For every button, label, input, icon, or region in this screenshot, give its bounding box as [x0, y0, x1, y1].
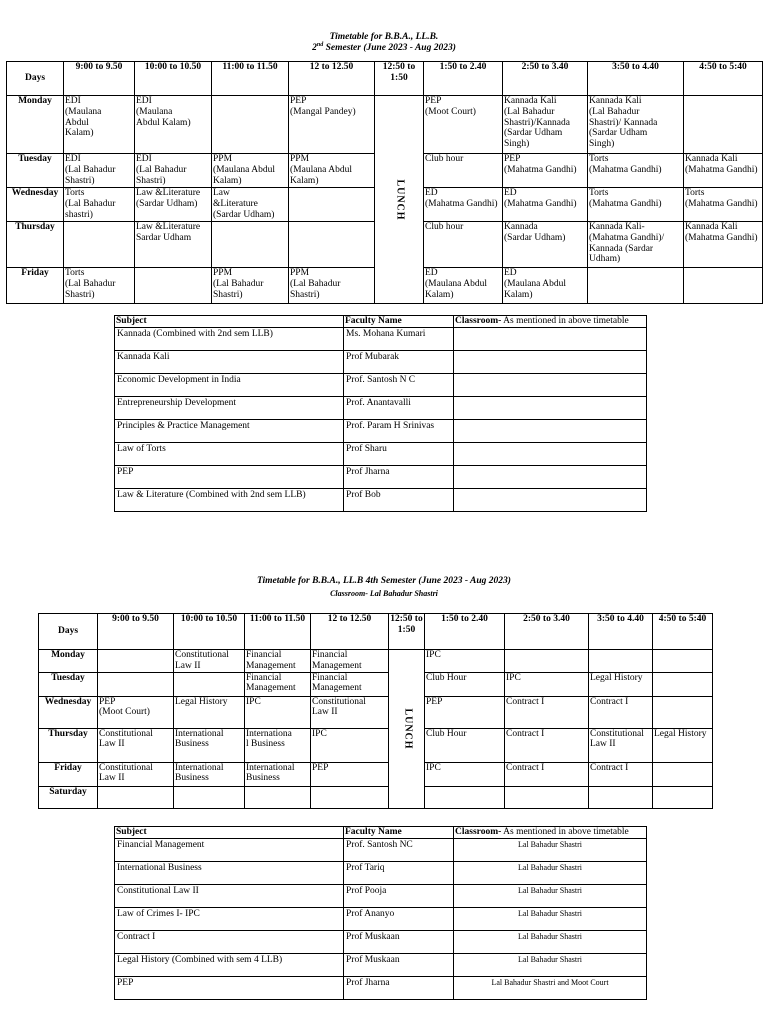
classroom-cell	[454, 327, 647, 350]
faculty-row	[115, 884, 647, 907]
timetable-cell	[98, 672, 174, 696]
column-header: 2:50 to 3.40	[503, 62, 588, 96]
column-header: 1:50 to 2.40	[424, 62, 503, 96]
timetable-cell	[589, 786, 653, 808]
timetable-cell: Legal History	[174, 696, 245, 728]
day-label: Saturday	[39, 786, 98, 808]
timetable-cell: Contract I	[505, 728, 589, 762]
timetable-cell: Internationa l Business	[245, 728, 311, 762]
timetable-cell: ED (Maulana Abdul Kalam)	[424, 268, 503, 304]
timetable-cell: EDI (Lal Bahadur Shastri)	[135, 154, 212, 188]
timetable-cell: International Business	[174, 762, 245, 786]
timetable-row	[39, 762, 713, 786]
column-header: 4:50 to 5:40	[653, 614, 713, 650]
timetable-cell	[653, 672, 713, 696]
timetable-cell: PEP (Moot Court)	[98, 696, 174, 728]
timetable-cell: PPM (Maulana Abdul Kalam)	[212, 154, 289, 188]
timetable-cell: PEP (Mahatma Gandhi)	[503, 154, 588, 188]
day-label: Friday	[7, 268, 64, 304]
subject-cell: Constitutional Law II	[115, 884, 344, 907]
subject-header: Subject	[115, 827, 344, 839]
column-header: 12 to 12.50	[289, 62, 375, 96]
timetable-cell	[653, 696, 713, 728]
sem4-subtitle: Classroom- Lal Bahadur Shastri	[330, 589, 438, 598]
faculty-cell: Prof Muskaan	[344, 930, 454, 953]
timetable-cell: PEP	[425, 696, 505, 728]
classroom-header: Classroom- As mentioned in above timetable	[454, 316, 647, 328]
classroom-cell: Lal Bahadur Shastri and Moot Court	[454, 976, 647, 999]
subject-cell: Kannada Kali	[115, 350, 344, 373]
subject-cell: PEP	[115, 465, 344, 488]
timetable-cell: PPM (Maulana Abdul Kalam)	[289, 154, 375, 188]
timetable-cell	[684, 268, 763, 304]
timetable-cell	[653, 762, 713, 786]
classroom-cell: Lal Bahadur Shastri	[454, 953, 647, 976]
faculty-row	[115, 930, 647, 953]
timetable-cell: Kannada (Sardar Udham)	[503, 222, 588, 268]
faculty-header-row	[115, 827, 647, 839]
faculty-row	[115, 488, 647, 511]
day-label: Wednesday	[7, 188, 64, 222]
timetable-cell	[245, 786, 311, 808]
column-header: 4:50 to 5:40	[684, 62, 763, 96]
timetable-cell: Kannada Kali (Mahatma Gandhi)	[684, 222, 763, 268]
faculty-row	[115, 396, 647, 419]
lunch-label: LUNCH	[401, 708, 413, 750]
lunch-cell	[389, 650, 425, 809]
timetable-cell: Kannada Kali- (Mahatma Gandhi)/ Kannada (Sardar Udham)	[588, 222, 684, 268]
timetable-cell: IPC	[311, 728, 389, 762]
timetable-cell	[425, 786, 505, 808]
lunch-cell	[375, 96, 424, 304]
faculty-cell: Prof. Santosh N C	[344, 373, 454, 396]
timetable-cell: Constitutional Law II	[311, 696, 389, 728]
lunch-label: LUNCH	[394, 178, 406, 221]
day-label: Monday	[7, 96, 64, 154]
subject-cell: Law of Crimes I- IPC	[115, 907, 344, 930]
subject-header: Subject	[115, 316, 344, 328]
sem4-faculty-table	[114, 826, 647, 1000]
timetable-row	[39, 728, 713, 762]
timetable-cell: Law &Literature (Sardar Udham)	[212, 188, 289, 222]
timetable-cell: Club hour	[424, 154, 503, 188]
sem2-timetable	[6, 61, 763, 304]
faculty-cell: Prof. Anantavalli	[344, 396, 454, 419]
timetable-cell: Kannada Kali (Lal Bahadur Shastri)/Kannada (Sardar Udham Singh)	[503, 96, 588, 154]
column-header: 12:50 to 1:50	[389, 614, 425, 650]
day-label: Thursday	[7, 222, 64, 268]
timetable-cell: Constitutional Law II	[98, 728, 174, 762]
timetable-cell: Contract I	[589, 762, 653, 786]
classroom-cell	[454, 419, 647, 442]
faculty-row	[115, 861, 647, 884]
day-label: Thursday	[39, 728, 98, 762]
classroom-cell: Lal Bahadur Shastri	[454, 930, 647, 953]
faculty-row	[115, 327, 647, 350]
column-header: Days	[7, 62, 64, 96]
timetable-cell: Contract I	[505, 696, 589, 728]
timetable-cell: International Business	[245, 762, 311, 786]
timetable-cell	[588, 268, 684, 304]
classroom-cell: Lal Bahadur Shastri	[454, 907, 647, 930]
timetable-cell: Legal History	[589, 672, 653, 696]
subject-cell: Kannada (Combined with 2nd sem LLB)	[115, 327, 344, 350]
header-row	[7, 62, 763, 96]
faculty-cell: Prof Mubarak	[344, 350, 454, 373]
timetable-cell: Financial Management	[245, 650, 311, 673]
header-row	[39, 614, 713, 650]
timetable-cell	[589, 650, 653, 673]
timetable-cell: ED (Maulana Abdul Kalam)	[503, 268, 588, 304]
subject-cell: Economic Development in India	[115, 373, 344, 396]
timetable-cell	[174, 672, 245, 696]
timetable-cell: IPC	[425, 650, 505, 673]
timetable-cell: Law &Literature Sardar Udham	[135, 222, 212, 268]
subject-cell: Law & Literature (Combined with 2nd sem LLB)	[115, 488, 344, 511]
column-header: 10:00 to 10.50	[174, 614, 245, 650]
timetable-cell: Kannada Kali (Mahatma Gandhi)	[684, 154, 763, 188]
faculty-row	[115, 419, 647, 442]
classroom-cell: Lal Bahadur Shastri	[454, 861, 647, 884]
timetable-cell: Financial Management	[245, 672, 311, 696]
timetable-cell: Torts (Lal Bahadur shastri)	[64, 188, 135, 222]
timetable-row	[39, 786, 713, 808]
sem4-timetable	[38, 613, 713, 809]
faculty-cell: Prof Muskaan	[344, 953, 454, 976]
timetable-cell: IPC	[425, 762, 505, 786]
column-header: 1:50 to 2.40	[425, 614, 505, 650]
timetable-cell	[174, 786, 245, 808]
faculty-row	[115, 838, 647, 861]
timetable-cell: IPC	[245, 696, 311, 728]
day-label: Tuesday	[7, 154, 64, 188]
timetable-cell: Club hour	[424, 222, 503, 268]
timetable-cell: Constitutional Law II	[174, 650, 245, 673]
sem4-title: Timetable for B.B.A., LL.B 4th Semester (June 2023 - Aug 2023)	[257, 576, 511, 586]
subject-cell: Principles & Practice Management	[115, 419, 344, 442]
day-label: Tuesday	[39, 672, 98, 696]
day-label: Wednesday	[39, 696, 98, 728]
timetable-cell: EDI (Maulana Abdul Kalam)	[64, 96, 135, 154]
timetable-row	[39, 672, 713, 696]
faculty-cell: Prof Ananyo	[344, 907, 454, 930]
sem2-subtitle: 2nd Semester (June 2023 - Aug 2023)	[312, 41, 456, 53]
faculty-cell: Prof Jharna	[344, 976, 454, 999]
column-header: 3:50 to 4.40	[588, 62, 684, 96]
timetable-cell: Law &Literature (Sardar Udham)	[135, 188, 212, 222]
timetable-cell: EDI (Maulana Abdul Kalam)	[135, 96, 212, 154]
timetable-cell: Torts (Mahatma Gandhi)	[684, 188, 763, 222]
faculty-row	[115, 976, 647, 999]
classroom-cell	[454, 396, 647, 419]
timetable-cell: Constitutional Law II	[98, 762, 174, 786]
column-header: Days	[39, 614, 98, 650]
timetable-cell	[289, 222, 375, 268]
faculty-header: Faculty Name	[344, 827, 454, 839]
timetable-cell: International Business	[174, 728, 245, 762]
faculty-cell: Ms. Mohana Kumari	[344, 327, 454, 350]
timetable-cell	[64, 222, 135, 268]
column-header: 12 to 12.50	[311, 614, 389, 650]
subject-cell: Financial Management	[115, 838, 344, 861]
day-label: Friday	[39, 762, 98, 786]
timetable-cell: Legal History	[653, 728, 713, 762]
timetable-cell: Kannada Kali (Lal Bahadur Shastri)/ Kannada (Sardar Udham Singh)	[588, 96, 684, 154]
timetable-cell: Financial Management	[311, 650, 389, 673]
timetable-cell: Torts (Mahatma Gandhi)	[588, 188, 684, 222]
timetable-cell: PEP (Moot Court)	[424, 96, 503, 154]
faculty-row	[115, 953, 647, 976]
timetable-cell: Contract I	[505, 762, 589, 786]
timetable-row	[39, 650, 713, 673]
faculty-cell: Prof Tariq	[344, 861, 454, 884]
faculty-row	[115, 373, 647, 396]
faculty-cell: Prof Bob	[344, 488, 454, 511]
column-header: 12:50 to 1:50	[375, 62, 424, 96]
timetable-cell	[212, 96, 289, 154]
timetable-cell	[653, 786, 713, 808]
timetable-row	[7, 96, 763, 154]
timetable-cell: ED (Mahatma Gandhi)	[424, 188, 503, 222]
timetable-cell: PEP (Mangal Pandey)	[289, 96, 375, 154]
classroom-header: Classroom- As mentioned in above timetable	[454, 827, 647, 839]
faculty-row	[115, 907, 647, 930]
timetable-cell	[212, 222, 289, 268]
timetable-cell	[505, 650, 589, 673]
timetable-cell	[98, 650, 174, 673]
faculty-cell: Prof Jharna	[344, 465, 454, 488]
faculty-cell: Prof Pooja	[344, 884, 454, 907]
subject-cell: Legal History (Combined with sem 4 LLB)	[115, 953, 344, 976]
subject-cell: Contract I	[115, 930, 344, 953]
timetable-cell	[289, 188, 375, 222]
timetable-cell: PPM (Lal Bahadur Shastri)	[289, 268, 375, 304]
timetable-row	[39, 696, 713, 728]
faculty-cell: Prof. Santosh NC	[344, 838, 454, 861]
subject-cell: PEP	[115, 976, 344, 999]
faculty-row	[115, 350, 647, 373]
classroom-cell	[454, 350, 647, 373]
timetable-cell: PEP	[311, 762, 389, 786]
column-header: 2:50 to 3.40	[505, 614, 589, 650]
classroom-cell: Lal Bahadur Shastri	[454, 838, 647, 861]
day-label: Monday	[39, 650, 98, 673]
timetable-cell: Club Hour	[425, 728, 505, 762]
timetable-cell: Constitutional Law II	[589, 728, 653, 762]
sem2-title: Timetable for B.B.A., LL.B.	[329, 32, 439, 42]
faculty-row	[115, 442, 647, 465]
timetable-cell: IPC	[505, 672, 589, 696]
faculty-header-row	[115, 316, 647, 328]
faculty-cell: Prof Sharu	[344, 442, 454, 465]
faculty-header: Faculty Name	[344, 316, 454, 328]
column-header: 3:50 to 4.40	[589, 614, 653, 650]
timetable-cell: Financial Management	[311, 672, 389, 696]
timetable-cell: Club Hour	[425, 672, 505, 696]
classroom-cell	[454, 442, 647, 465]
subject-cell: Entrepreneurship Development	[115, 396, 344, 419]
timetable-cell	[653, 650, 713, 673]
timetable-cell: EDI (Lal Bahadur Shastri)	[64, 154, 135, 188]
faculty-cell: Prof. Param H Srinivas	[344, 419, 454, 442]
column-header: 10:00 to 10.50	[135, 62, 212, 96]
column-header: 9:00 to 9.50	[98, 614, 174, 650]
timetable-cell	[98, 786, 174, 808]
timetable-cell: Torts (Lal Bahadur Shastri)	[64, 268, 135, 304]
classroom-cell: Lal Bahadur Shastri	[454, 884, 647, 907]
timetable-cell	[684, 96, 763, 154]
timetable-cell: PPM (Lal Bahadur Shastri)	[212, 268, 289, 304]
timetable-cell: Torts (Mahatma Gandhi)	[588, 154, 684, 188]
classroom-cell	[454, 373, 647, 396]
timetable-cell: ED (Mahatma Gandhi)	[503, 188, 588, 222]
column-header: 11:00 to 11.50	[212, 62, 289, 96]
timetable-cell	[135, 268, 212, 304]
subject-cell: Law of Torts	[115, 442, 344, 465]
timetable-cell: Contract I	[589, 696, 653, 728]
column-header: 9:00 to 9.50	[64, 62, 135, 96]
timetable-cell	[505, 786, 589, 808]
subject-cell: International Business	[115, 861, 344, 884]
classroom-cell	[454, 488, 647, 511]
column-header: 11:00 to 11.50	[245, 614, 311, 650]
faculty-row	[115, 465, 647, 488]
classroom-cell	[454, 465, 647, 488]
sem2-faculty-table	[114, 315, 647, 512]
timetable-cell	[311, 786, 389, 808]
